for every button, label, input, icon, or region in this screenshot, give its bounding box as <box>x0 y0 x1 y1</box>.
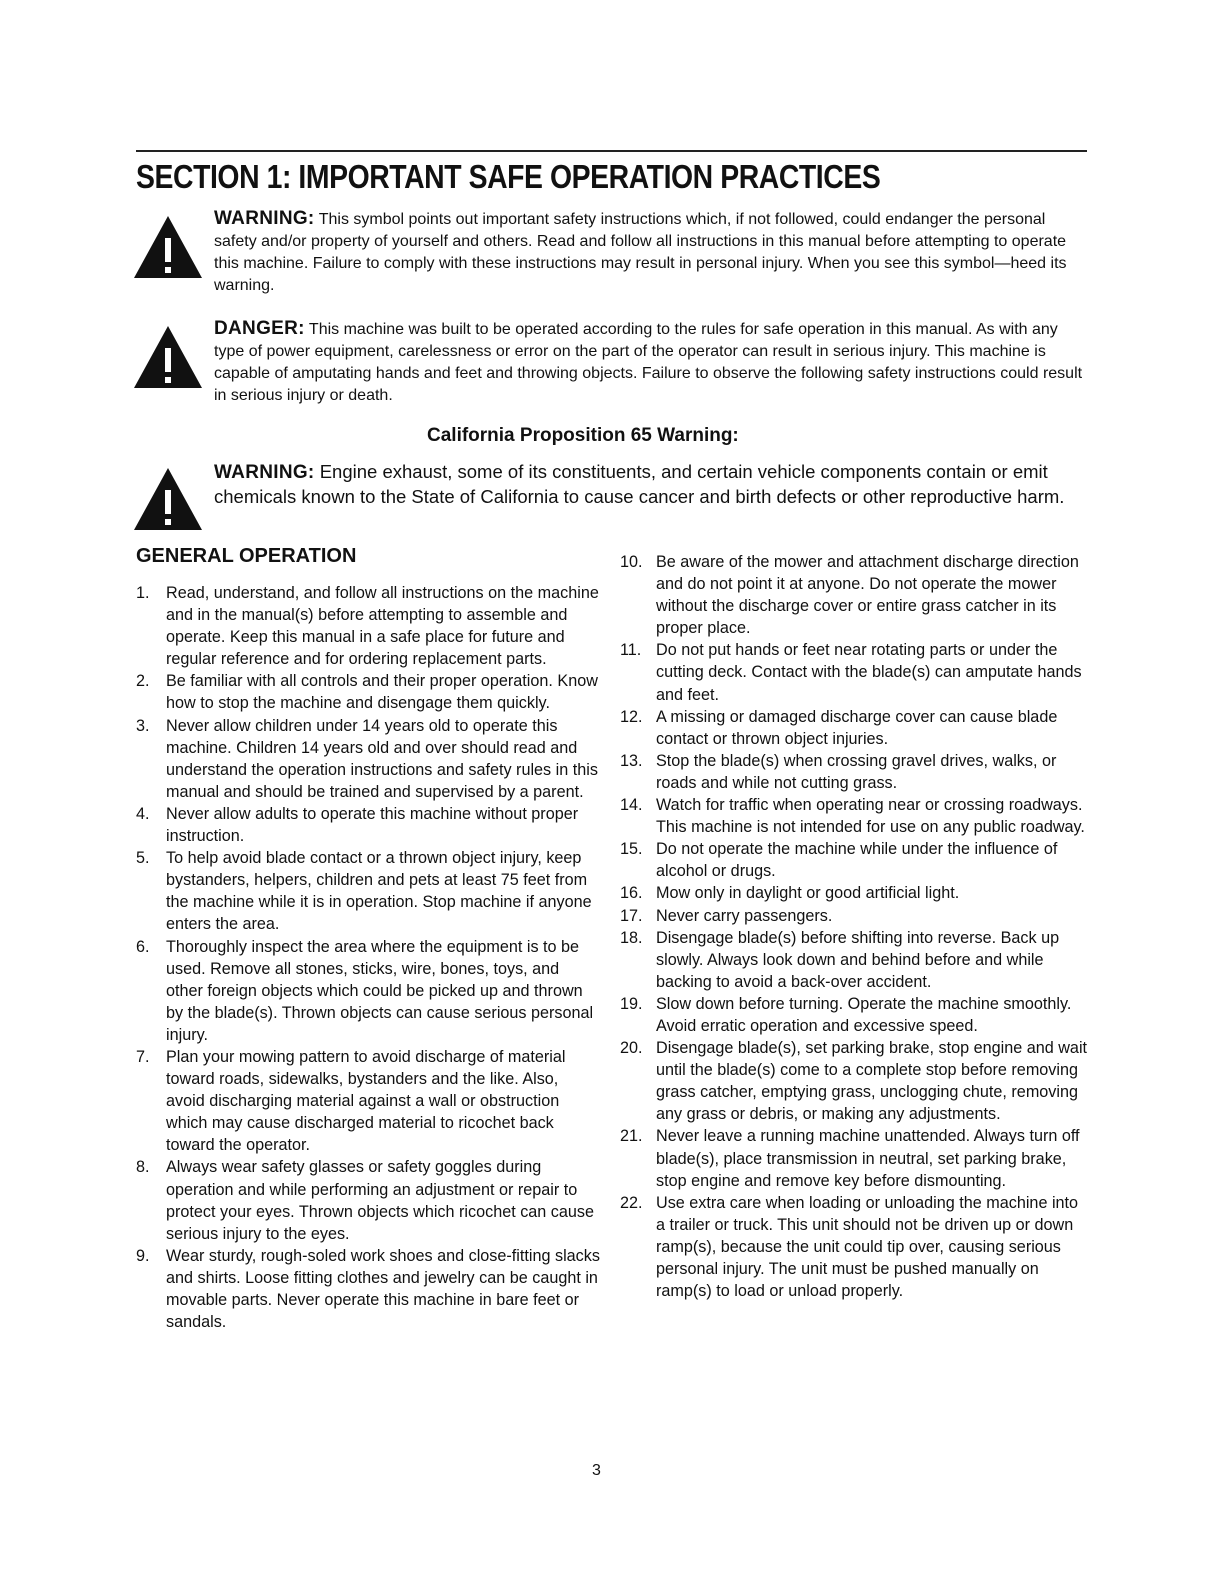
header-rule <box>136 150 1087 152</box>
warning-triangle-icon <box>132 214 204 280</box>
warning-triangle-icon <box>132 324 204 390</box>
item-number: 7. <box>136 1047 150 1066</box>
list-item <box>620 794 1090 838</box>
item-text: Always wear safety glasses or safety goggles during operation and while performing an adjustment or repair to protect your eyes. Thrown objects which ricochet can cause serious injury to the eyes. <box>166 1158 594 1243</box>
list-column-right <box>620 551 1090 1302</box>
list-item <box>620 639 1090 705</box>
item-number: 13. <box>620 751 643 770</box>
warning-triangle-icon <box>132 466 204 532</box>
item-text: Read, understand, and follow all instructions on the machine and in the manual(s) before attempting to assemble and operate. Keep this manual in a safe place for future and regular reference and for ordering replacement parts. <box>166 584 599 669</box>
item-number: 15. <box>620 840 643 859</box>
list-item <box>620 927 1090 993</box>
item-number: 10. <box>620 553 643 571</box>
list-item <box>620 706 1090 750</box>
danger-text <box>214 318 1092 407</box>
warning-text <box>214 208 1092 297</box>
item-text: Disengage blade(s) before shifting into reverse. Back up slowly. Always look down and behind before and while backing to avoid a back-over accident. <box>656 928 1060 991</box>
item-text: Disengage blade(s), set parking brake, stop engine and wait until the blade(s) come to a complete stop before removing grass catcher, emptying grass, unclogging chute, removing any grass or debris, or making any adjustments. <box>656 1039 1088 1124</box>
item-text: Wear sturdy, rough-soled work shoes and close-fitting slacks and shirts. Loose fitting clothes and jewelry can be caught in movable parts. Never operate this machine in bare feet or sandals. <box>166 1246 600 1332</box>
list-item <box>620 1125 1090 1191</box>
warning-body: This symbol points out important safety instructions which, if not followed, could endanger the personal safety and/or property of yourself and others. Read and follow all instructions in this manual before attempting to operate this machine. Failure to comply with these instructions may result in personal injury. When you see this symbol—heed its warning. <box>214 211 1067 294</box>
list-item <box>130 670 600 714</box>
item-number: 20. <box>620 1039 643 1058</box>
item-number: 18. <box>620 928 643 947</box>
list-item <box>620 905 1090 927</box>
item-number: 1. <box>136 584 150 602</box>
list-item <box>130 847 600 935</box>
page-title: SECTION 1: IMPORTANT SAFE OPERATION PRACTICES <box>136 158 881 195</box>
list-item <box>620 882 1090 904</box>
list-item <box>130 1245 600 1333</box>
list-item <box>130 715 600 803</box>
list-item <box>130 582 600 670</box>
danger-notice <box>132 318 1092 407</box>
prop65-warning-label: WARNING: <box>214 462 315 483</box>
item-text: Use extra care when loading or unloading the machine into a trailer or truck. This unit should not be driven up or down ramp(s), because the unit could tip over, causing serious personal injury. The unit must be pushed manually on ramp(s) to load or unload properly. <box>656 1193 1079 1301</box>
item-number: 17. <box>620 906 643 925</box>
prop65-warning-text <box>214 460 1092 508</box>
item-text: Never allow children under 14 years old to operate this machine. Children 14 years old and over should read and understand the operation instructions and safety rules in this manual and should be trained and supervised by a parent. <box>166 716 598 801</box>
item-text: Plan your mowing pattern to avoid discharge of material toward roads, sidewalks, bystanders and the like. Also, avoid discharging material against a wall or obstruction which may cause discharged material to ricochet back toward the operator. <box>166 1047 566 1155</box>
item-number: 12. <box>620 707 643 726</box>
item-text: Watch for traffic when operating near or crossing roadways. This machine is not intended for use on any public roadway. <box>656 796 1085 837</box>
item-text: Stop the blade(s) when crossing gravel drives, walks, or roads and while not cutting grass. <box>656 751 1057 792</box>
item-text: Be familiar with all controls and their proper operation. Know how to stop the machine and disengage them quickly. <box>166 672 598 713</box>
list-item <box>130 1156 600 1244</box>
item-text: Mow only in daylight or good artificial light. <box>656 884 960 903</box>
item-number: 11. <box>620 641 642 660</box>
item-number: 21. <box>620 1127 643 1146</box>
warning-label: WARNING: <box>214 208 315 229</box>
item-number: 4. <box>136 804 150 823</box>
prop65-warning-body: Engine exhaust, some of its constituents, and certain vehicle components contain or emit chemicals known to the State of California to cause cancer and birth defects or other reproductive harm. <box>214 461 1065 507</box>
item-number: 3. <box>136 716 150 735</box>
list-item <box>620 1192 1090 1302</box>
prop65-warning-notice <box>132 460 1092 508</box>
list-item <box>130 1046 600 1156</box>
item-text: Slow down before turning. Operate the machine smoothly. Avoid erratic operation and excessive speed. <box>656 994 1072 1035</box>
item-text: Never leave a running machine unattended. Always turn off blade(s), place transmission in neutral, set parking brake, stop engine and remove key before dismounting. <box>656 1127 1080 1190</box>
warning-notice <box>132 208 1092 297</box>
item-number: 22. <box>620 1193 643 1212</box>
list-item <box>620 551 1090 639</box>
list-item <box>620 750 1090 794</box>
item-text: Do not put hands or feet near rotating parts or under the cutting deck. Contact with the blade(s) can amputate hands and feet. <box>656 641 1082 704</box>
item-text: Be aware of the mower and attachment discharge direction and do not point it at anyone. Do not operate the mower without the discharge cover or entire grass catcher in its proper place. <box>656 553 1079 638</box>
item-number: 9. <box>136 1246 150 1265</box>
page-number: 3 <box>592 1462 601 1479</box>
list-item <box>130 936 600 1046</box>
item-number: 8. <box>136 1158 150 1177</box>
item-number: 5. <box>136 849 150 868</box>
item-number: 2. <box>136 672 150 691</box>
item-text: To help avoid blade contact or a thrown object injury, keep bystanders, helpers, children and pets at least 75 feet from the machine while it is in operation. Stop machine if anyone enters the area. <box>166 849 592 934</box>
item-text: Never allow adults to operate this machine without proper instruction. <box>166 804 579 846</box>
prop65-heading: California Proposition 65 Warning: <box>427 425 739 446</box>
general-operation-heading: GENERAL OPERATION <box>136 545 357 567</box>
list-item <box>620 1037 1090 1125</box>
list-item <box>620 993 1090 1037</box>
item-text: Thoroughly inspect the area where the equipment is to be used. Remove all stones, sticks, wire, bones, toys, and other foreign objects which could be picked up and thrown by the blade(s). Thrown objects can cause serious personal injury. <box>166 937 594 1044</box>
item-text: Never carry passengers. <box>656 906 833 925</box>
item-text: A missing or damaged discharge cover can cause blade contact or thrown object injuries. <box>656 707 1058 748</box>
item-number: 19. <box>620 994 643 1013</box>
item-number: 14. <box>620 796 643 815</box>
item-number: 6. <box>136 937 150 956</box>
list-item <box>620 838 1090 882</box>
danger-body: This machine was built to be operated according to the rules for safe operation in this manual. As with any type of power equipment, carelessness or error on the part of the operator can result in serious injury. This machine is capable of amputating hands and feet and throwing objects. Failure to observe the following safety instructions could result in serious injury or death. <box>214 321 1083 404</box>
list-column-left <box>130 582 600 1333</box>
danger-label: DANGER: <box>214 318 305 339</box>
item-text: Do not operate the machine while under the influence of alcohol or drugs. <box>656 840 1058 881</box>
item-number: 16. <box>620 884 643 903</box>
list-item <box>130 803 600 847</box>
